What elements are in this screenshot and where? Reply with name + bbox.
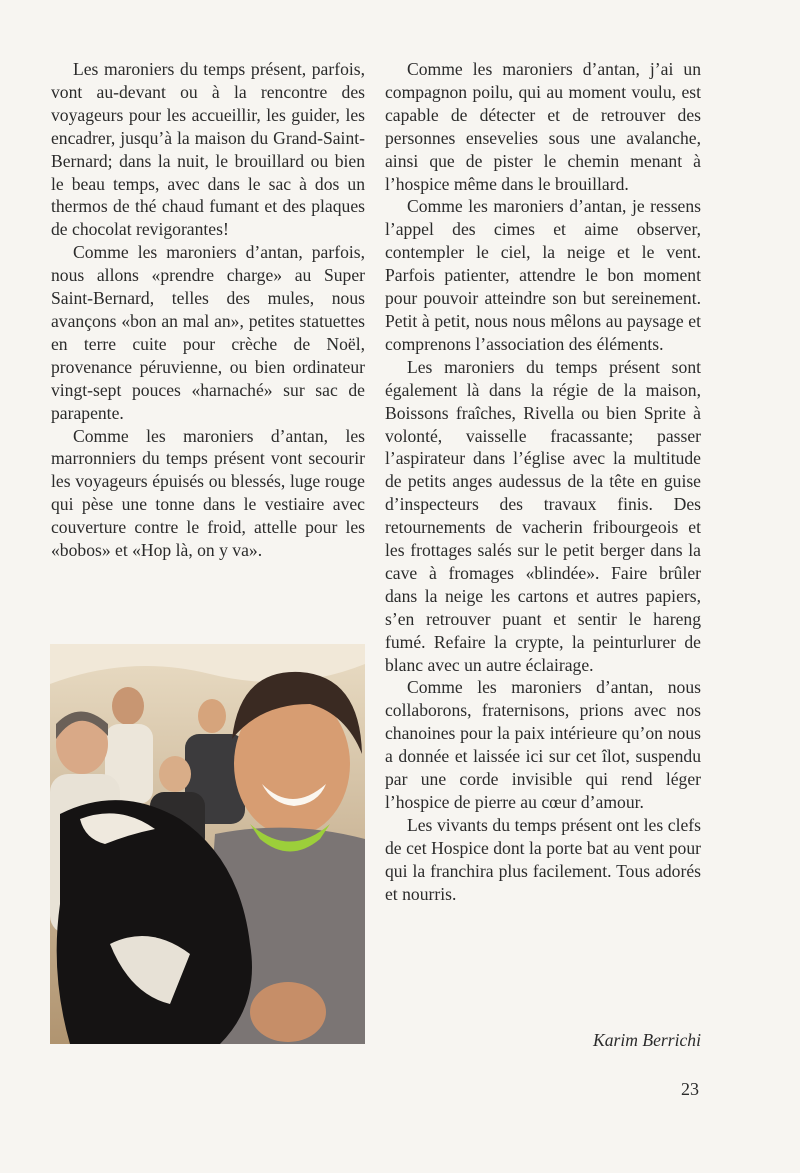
paragraph: Les vivants du temps présent ont les clefs de cet Hospice dont la porte bat au vent pour qui la franchira plus facilement. Tous adorés et nourris.: [385, 814, 701, 904]
paragraph: Comme les maroniers d’antan, je ressens l’appel des cimes et aime observer, contempler le ciel, la neige et le vent. Parfois patienter, attendre le bon moment pour pouvoir atteindre son but sereinement. Petit à petit, nous nous mêlons au paysage et comprenons l’association des éléments.: [385, 196, 701, 354]
left-text-column: [51, 58, 365, 562]
paragraph: Comme les maroniers d’antan, j’ai un compagnon poilu, qui au moment voulu, est capable de détecter et de retrouver des personnes ensevelies sous une avalanche, ainsi que de pister le chemin menant à l’hospice même dans le brouillard.: [385, 59, 701, 194]
paragraph: Les maroniers du temps présent sont également là dans la régie de la maison, Boissons fraîches, Rivella ou bien Sprite à volonté, vaisselle fracassante; passer l’aspirateur dans l’église avec la multitude de petits anges audessus de la tête en guise d’inspecteurs des travaux finis. Des retournements de vacherin fribourgeois et les frottages salés sur le petit berger dans la cave à fromages «blindée». Faire brûler dans la neige les cartons et autres papiers, s’en retrouver puant et sentir le hareng fumé. Refaire la crypte, la peinturlurer de blanc avec un autre éclairage.: [385, 356, 701, 675]
group-photo-with-dog: [50, 644, 365, 1044]
author-signature: Karim Berrichi: [592, 1030, 701, 1050]
right-text-column: [385, 58, 701, 906]
paragraph: Comme les maroniers d’antan, nous collaborons, fraternisons, prions avec nos chanoines pour la paix intérieure qu’on nous a donnée et laissée ici sur cet îlot, suspendu par une corde invisible qui rend léger l’hospice de pierre au cœur d’amour.: [385, 677, 701, 812]
paragraph: Comme les maroniers d’antan, les marronniers du temps présent vont secourir les voyageurs épuisés ou blessés, luge rouge qui pèse une tonne dans le vestiaire avec couverture contre le froid, attelle pour les «bobos» et «Hop là, on y va».: [51, 425, 365, 561]
paragraph: Comme les maroniers d’antan, parfois, nous allons «prendre charge» au Super Saint-Bernard, telles des mules, nous avançons «bon an mal an», petites statuettes en terre cuite pour crèche de Noël, provenance péruvienne, ou bien ordinateur vingt-sept pouces «harnaché» sur sac de parapente.: [51, 242, 365, 423]
page-number: 23: [681, 1079, 699, 1099]
photo-illustration: [50, 644, 365, 1044]
paragraph: Les maroniers du temps présent, parfois, vont au-devant ou à la rencontre des voyageurs pour les accueillir, les guider, les encadrer, jusqu’à la maison du Grand-Saint-Bernard; dans la nuit, le brouillard ou bien le beau temps, avec dans le sac à dos un thermos de thé chaud fumant et des plaques de chocolat revigorantes!: [51, 59, 365, 240]
